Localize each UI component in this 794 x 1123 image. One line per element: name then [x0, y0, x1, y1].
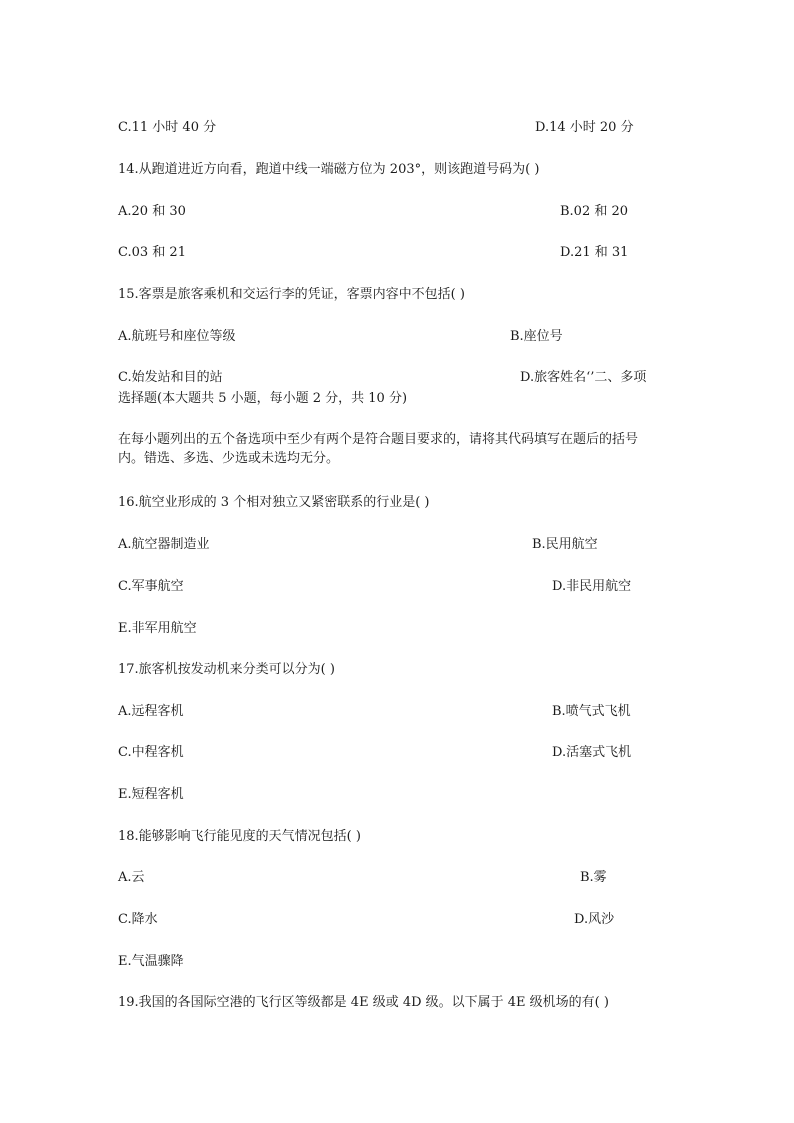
q18-stem: 18.能够影响飞行能见度的天气情况包括( )	[118, 829, 361, 844]
q16-stem: 16.航空业形成的 3 个相对独立又紧密联系的行业是( )	[118, 495, 430, 510]
q18-option-d: D.风沙	[574, 912, 615, 927]
q16-option-c: C.军事航空	[118, 579, 184, 594]
q18-option-a: A.云	[118, 870, 145, 885]
q16-option-b: B.民用航空	[532, 537, 598, 552]
q14-stem: 14.从跑道进近方向看，跑道中线一端磁方位为 203°，则该跑道号码为( )	[118, 162, 540, 177]
q17-option-c: C.中程客机	[118, 745, 184, 760]
q16-option-e: E.非军用航空	[118, 621, 197, 636]
q15-option-d: D.旅客姓名‘’二、多项	[520, 370, 647, 385]
section-heading-multiple-choice: 选择题(本大题共 5 小题，每小题 2 分，共 10 分)	[118, 391, 408, 406]
q15-option-c: C.始发站和目的站	[118, 370, 223, 385]
q18-option-c: C.降水	[118, 912, 158, 927]
q17-option-b: B.喷气式飞机	[552, 704, 631, 719]
q18-option-b: B.雾	[580, 870, 607, 885]
q14-option-d: D.21 和 31	[560, 245, 629, 260]
q17-option-a: A.远程客机	[118, 704, 184, 719]
q17-stem: 17.旅客机按发动机来分类可以分为( )	[118, 662, 335, 677]
q18-option-e: E.气温骤降	[118, 954, 184, 969]
q13-option-d: D.14 小时 20 分	[535, 120, 634, 135]
q15-option-b: B.座位号	[510, 329, 563, 344]
q16-option-a: A.航空器制造业	[118, 537, 210, 552]
q14-option-a: A.20 和 30	[118, 204, 186, 219]
q14-option-c: C.03 和 21	[118, 245, 186, 260]
q13-option-c: C.11 小时 40 分	[118, 120, 217, 135]
q15-option-a: A.航班号和座位等级	[118, 329, 236, 344]
q19-stem: 19.我国的各国际空港的飞行区等级都是 4E 级或 4D 级。以下属于 4E 级机场的有( )	[118, 995, 609, 1010]
q15-stem: 15.客票是旅客乘机和交运行李的凭证，客票内容中不包括( )	[118, 287, 465, 302]
q17-option-d: D.活塞式飞机	[552, 745, 632, 760]
section-instructions: 在每小题列出的五个备选项中至少有两个是符合题目要求的，请将其代码填写在题后的括号内。错选、多选、少选或未选均无分。	[118, 432, 639, 466]
q16-option-d: D.非民用航空	[552, 579, 632, 594]
q14-option-b: B.02 和 20	[560, 204, 629, 219]
q17-option-e: E.短程客机	[118, 787, 184, 802]
